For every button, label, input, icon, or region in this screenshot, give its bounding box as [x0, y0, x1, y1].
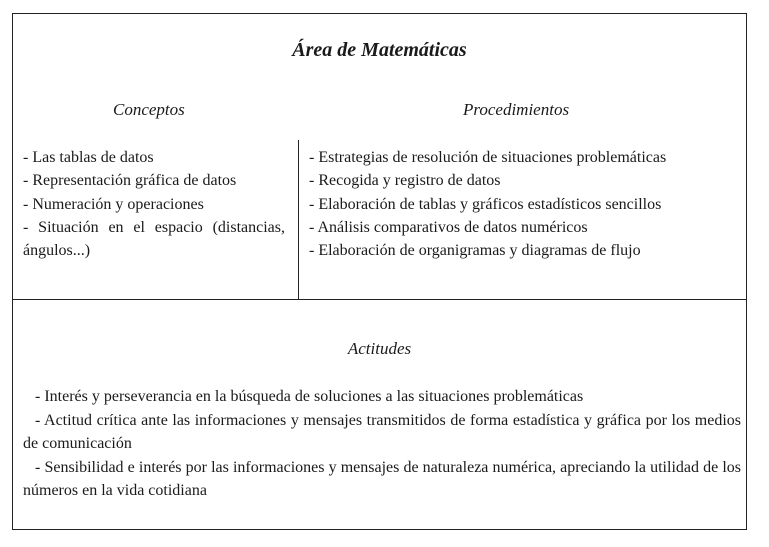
list-item: - Situación en el espacio (distancias, ángulos...)	[23, 218, 285, 260]
list-item: - Sensibilidad e interés por las informaciones y mensajes de naturaleza numérica, apreciando la utilidad de los números en la vida cotidiana	[23, 458, 741, 499]
list-item: - Representación gráfica de datos	[23, 172, 237, 190]
column-divider	[298, 140, 299, 299]
list-item: - Actitud crítica ante las informaciones y mensajes transmitidos de forma estadística y gráfica por los medios de comunicación	[23, 411, 741, 452]
section-divider	[13, 299, 746, 300]
list-item: - Recogida y registro de datos	[309, 172, 501, 190]
list-item: - Interés y perseverancia en la búsqueda de soluciones a las situaciones problemáticas	[35, 388, 584, 405]
list-item: - Numeración y operaciones	[23, 195, 204, 213]
list-item: - Análisis comparativos de datos numéricos	[309, 218, 588, 236]
table-title: Área de Matemáticas	[292, 39, 467, 61]
list-item: - Las tablas de datos	[23, 149, 154, 166]
conceptos-list	[23, 146, 285, 262]
conceptos-heading: Conceptos	[113, 100, 185, 119]
list-item: - Elaboración de organigramas y diagramas de flujo	[309, 242, 641, 260]
content-table	[12, 13, 747, 530]
actitudes-list	[23, 385, 741, 503]
list-item: - Elaboración de tablas y gráficos estadísticos sencillos	[309, 195, 662, 213]
procedimientos-list	[309, 146, 745, 262]
procedimientos-heading: Procedimientos	[463, 100, 570, 119]
list-item: - Estrategias de resolución de situaciones problemáticas	[309, 149, 667, 166]
actitudes-heading: Actitudes	[347, 339, 412, 358]
